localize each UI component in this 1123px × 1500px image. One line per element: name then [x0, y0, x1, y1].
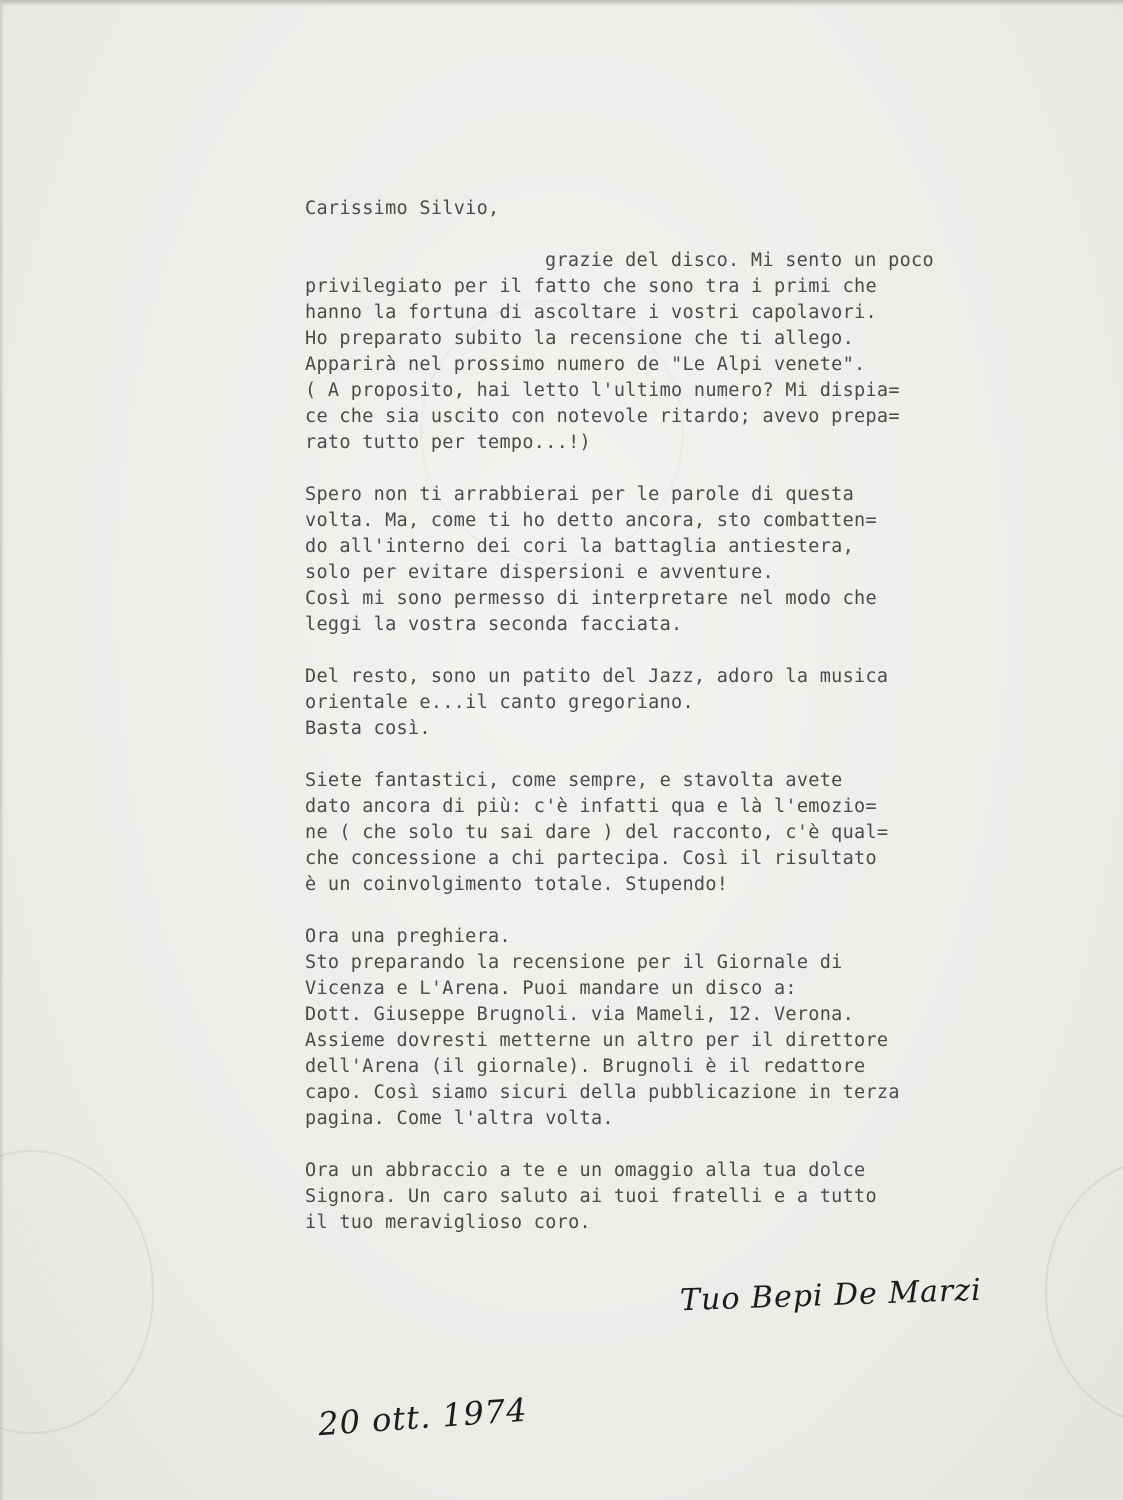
text-line: solo per evitare dispersioni e avventure. — [305, 562, 774, 583]
text-line: Spero non ti arrabbierai per le parole di questa — [305, 484, 855, 505]
letter-body — [305, 196, 1065, 1236]
text-line: dato ancora di più: c'è infatti qua e là l'emozio= — [305, 796, 877, 817]
text-line: grazie del disco. Mi sento un poco — [545, 250, 934, 271]
text-line: ce che sia uscito con notevole ritardo; avevo prepa= — [305, 406, 900, 427]
text-line: hanno la fortuna di ascoltare i vostri capolavori. — [305, 302, 877, 323]
faded-stamp-left — [0, 1150, 154, 1434]
paragraph — [305, 924, 1065, 1132]
text-line: Sto preparando la recensione per il Giornale di — [305, 952, 843, 973]
paragraph-gap — [305, 456, 1065, 482]
text-line: Così mi sono permesso di interpretare nel modo che — [305, 588, 877, 609]
paragraph — [305, 482, 1065, 638]
text-line: ne ( che solo tu sai dare ) del racconto, c'è qual= — [305, 822, 889, 843]
text-line: Assieme dovresti metterne un altro per il direttore — [305, 1030, 889, 1051]
text-line: Basta così. — [305, 718, 431, 739]
paragraph — [305, 1158, 1065, 1236]
paragraph-gap — [305, 638, 1065, 664]
text-line: Dott. Giuseppe Brugnoli. via Mameli, 12. Verona. — [305, 1004, 855, 1025]
text-line: Vicenza e L'Arena. Puoi mandare un disco a: — [305, 978, 797, 999]
text-line: do all'interno dei cori la battaglia antiestera, — [305, 536, 855, 557]
handwritten-date: 20 ott. 1974 — [316, 1390, 529, 1444]
text-line: Siete fantastici, come sempre, e stavolta avete — [305, 770, 843, 791]
text-line: il tuo meraviglioso coro. — [305, 1212, 591, 1233]
text-line: Ho preparato subito la recensione che ti allego. — [305, 328, 855, 349]
text-line: rato tutto per tempo...!) — [305, 432, 591, 453]
text-line: pagina. Come l'altra volta. — [305, 1108, 614, 1129]
paragraph-gap — [305, 898, 1065, 924]
text-line: privilegiato per il fatto che sono tra i primi che — [305, 276, 877, 297]
text-line: che concessione a chi partecipa. Così il risultato — [305, 848, 877, 869]
text-line: orientale e...il canto gregoriano. — [305, 692, 694, 713]
text-line: è un coinvolgimento totale. Stupendo! — [305, 874, 729, 895]
paragraph — [305, 768, 1065, 898]
text-line: Ora un abbraccio a te e un omaggio alla tua dolce — [305, 1160, 866, 1181]
scan-edge-top — [0, 0, 1123, 6]
salutation: Carissimo Silvio, — [305, 198, 500, 219]
paragraph — [305, 248, 1065, 456]
paragraph-gap — [305, 1132, 1065, 1158]
text-line: Ora una preghiera. — [305, 926, 511, 947]
text-line: volta. Ma, come ti ho detto ancora, sto combatten= — [305, 510, 877, 531]
handwritten-signature: Tuo Bepi De Marzi — [679, 1272, 983, 1319]
text-line: dell'Arena (il giornale). Brugnoli è il redattore — [305, 1056, 866, 1077]
text-line: Del resto, sono un patito del Jazz, adoro la musica — [305, 666, 889, 687]
text-line: ( A proposito, hai letto l'ultimo numero? Mi dispia= — [305, 380, 900, 401]
text-line: leggi la vostra seconda facciata. — [305, 614, 683, 635]
text-line: Apparirà nel prossimo numero de "Le Alpi venete". — [305, 354, 866, 375]
text-line: Signora. Un caro saluto ai tuoi fratelli e a tutto — [305, 1186, 877, 1207]
paragraph-gap — [305, 742, 1065, 768]
text-line: capo. Così siamo sicuri della pubblicazione in terza — [305, 1082, 900, 1103]
letter-paragraphs — [305, 248, 1065, 1236]
paragraph — [305, 664, 1065, 742]
